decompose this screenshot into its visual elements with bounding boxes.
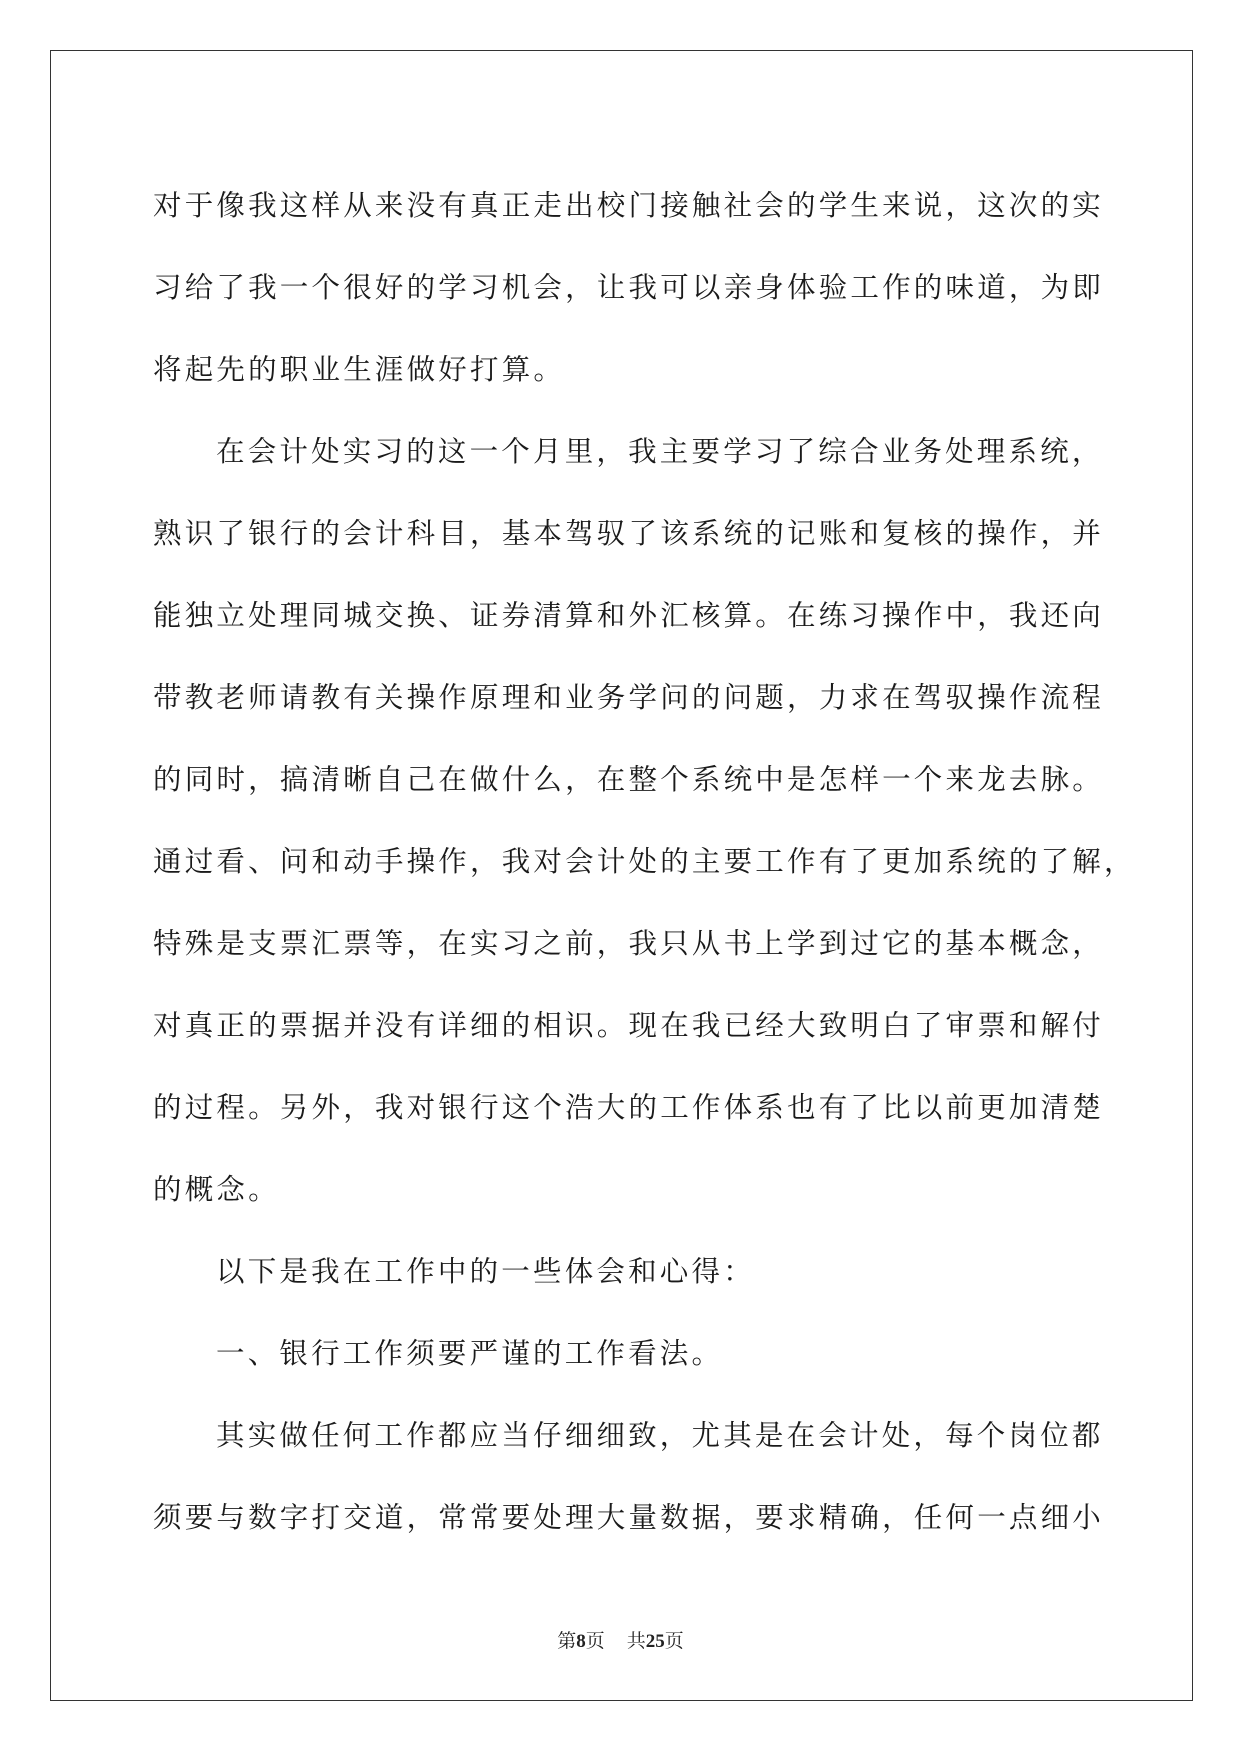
text-line: 带教老师请教有关操作原理和业务学问的问题，力求在驾驭操作流程 — [153, 681, 1105, 714]
text-line: 对于像我这样从来没有真正走出校门接触社会的学生来说，这次的实 — [153, 189, 1105, 222]
text-line: 能独立处理同城交换、证券清算和外汇核算。在练习操作中，我还向 — [153, 599, 1105, 632]
footer-total-prefix: 共 — [626, 1630, 646, 1652]
footer-page-prefix: 第 — [557, 1630, 577, 1652]
text-line: 将起先的职业生涯做好打算。 — [153, 353, 566, 386]
text-line: 习给了我一个很好的学习机会，让我可以亲身体验工作的味道，为即 — [153, 271, 1105, 304]
page-footer — [0, 1629, 1241, 1654]
text-line: 一、银行工作须要严谨的工作看法。 — [216, 1337, 724, 1370]
text-line: 的同时，搞清晰自己在做什么，在整个系统中是怎样一个来龙去脉。 — [153, 763, 1105, 796]
text-line: 的概念。 — [153, 1173, 280, 1206]
footer-total-pages: 25 — [645, 1631, 665, 1652]
text-line: 通过看、问和动手操作，我对会计处的主要工作有了更加系统的了解， — [153, 845, 1136, 878]
footer-total-suffix: 页 — [664, 1630, 684, 1652]
footer-page-number: 8 — [576, 1631, 586, 1652]
footer-page-suffix: 页 — [585, 1630, 605, 1652]
text-line: 的过程。另外，我对银行这个浩大的工作体系也有了比以前更加清楚 — [153, 1091, 1105, 1124]
body-text — [153, 165, 1136, 1559]
text-line: 特殊是支票汇票等，在实习之前，我只从书上学到过它的基本概念， — [153, 927, 1105, 960]
text-line: 熟识了银行的会计科目，基本驾驭了该系统的记账和复核的操作，并 — [153, 517, 1105, 550]
text-line: 在会计处实习的这一个月里，我主要学习了综合业务处理系统， — [216, 435, 1104, 468]
text-line: 以下是我在工作中的一些体会和心得： — [216, 1255, 755, 1288]
text-line: 须要与数字打交道，常常要处理大量数据，要求精确，任何一点细小 — [153, 1501, 1105, 1534]
text-line: 对真正的票据并没有详细的相识。现在我已经大致明白了审票和解付 — [153, 1009, 1105, 1042]
text-line: 其实做任何工作都应当仔细细致，尤其是在会计处，每个岗位都 — [216, 1419, 1104, 1452]
